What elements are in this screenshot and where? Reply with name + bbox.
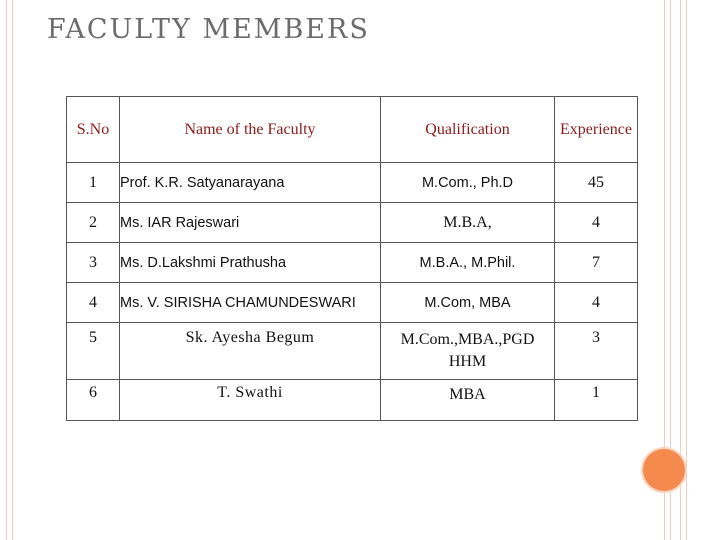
cell-name: Prof. K.R. Satyanarayana — [120, 163, 381, 203]
faculty-table — [66, 96, 638, 421]
cell-experience: 45 — [555, 163, 638, 203]
cell-name: Ms. IAR Rajeswari — [120, 203, 381, 243]
table-row — [67, 323, 638, 380]
cell-sno: 2 — [67, 203, 120, 243]
cell-qualification: M.B.A., M.Phil. — [381, 243, 555, 283]
cell-experience: 3 — [555, 323, 638, 380]
cell-name: T. Swathi — [120, 380, 381, 421]
cell-qualification: M.B.A, — [381, 203, 555, 243]
cell-qualification: MBA — [381, 380, 555, 421]
header-experience: Experience — [555, 97, 638, 163]
cell-sno: 3 — [67, 243, 120, 283]
cell-sno: 5 — [67, 323, 120, 380]
cell-name: Ms. D.Lakshmi Prathusha — [120, 243, 381, 283]
cell-experience: 1 — [555, 380, 638, 421]
table-row — [67, 163, 638, 203]
slide-title: FACULTY MEMBERS — [47, 14, 370, 45]
cell-name: Sk. Ayesha Begum — [120, 323, 381, 380]
cell-sno: 4 — [67, 283, 120, 323]
right-rail-line — [686, 0, 687, 540]
cell-qualification: M.Com.,MBA.,PGD HHM — [381, 323, 555, 380]
table-row — [67, 243, 638, 283]
cell-experience: 4 — [555, 283, 638, 323]
header-name: Name of the Faculty — [120, 97, 381, 163]
table-row — [67, 283, 638, 323]
cell-qualification: M.Com, MBA — [381, 283, 555, 323]
cell-sno: 1 — [67, 163, 120, 203]
left-margin-line — [6, 0, 7, 540]
cell-name: Ms. V. SIRISHA CHAMUNDESWARI — [120, 283, 381, 323]
cell-sno: 6 — [67, 380, 120, 421]
cell-qualification: M.Com., Ph.D — [381, 163, 555, 203]
header-qualification: Qualification — [381, 97, 555, 163]
left-margin-line-inner — [12, 0, 13, 540]
table-row — [67, 380, 638, 421]
header-sno: S.No — [67, 97, 120, 163]
decorative-circle-icon — [643, 449, 685, 491]
cell-experience: 4 — [555, 203, 638, 243]
table-header-row — [67, 97, 638, 163]
table-row — [67, 203, 638, 243]
cell-experience: 7 — [555, 243, 638, 283]
